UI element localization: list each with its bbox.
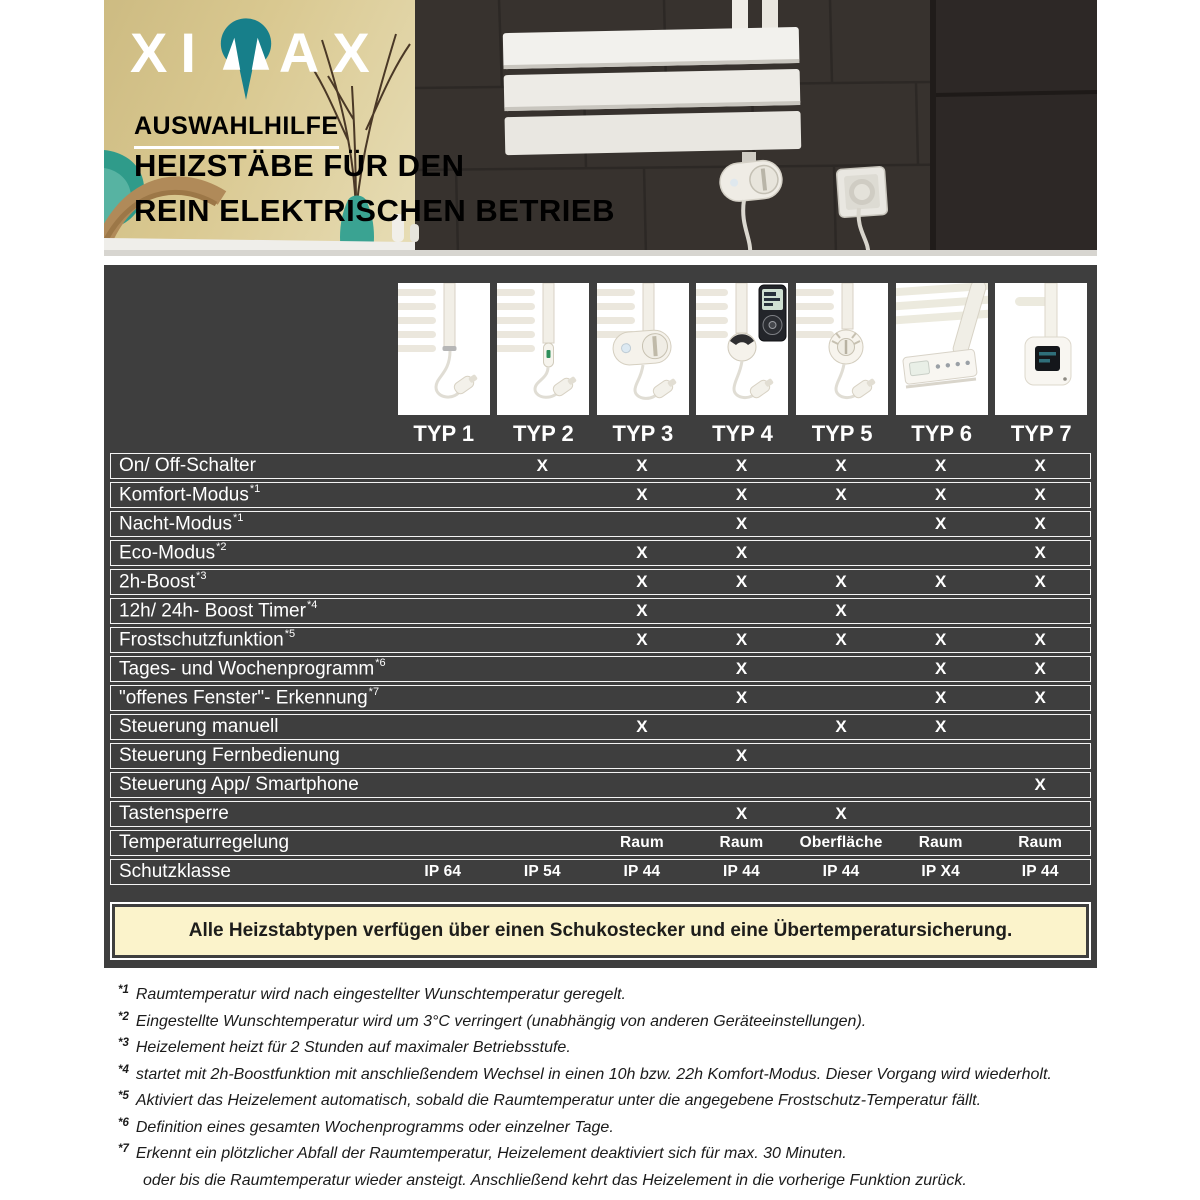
cell-typ-3: Raum <box>619 834 664 851</box>
cell-typ-4: X <box>735 659 748 678</box>
footnote-marker: *2 <box>118 1010 129 1023</box>
cell-typ-5: X <box>835 717 847 736</box>
cell-typ-6: X <box>934 630 947 649</box>
typ-4-product-photo <box>696 283 788 415</box>
table-row <box>110 511 1091 537</box>
table-row <box>110 598 1091 624</box>
typ-7-product-photo <box>995 283 1087 415</box>
cell-typ-5: X <box>835 456 847 475</box>
table-row <box>110 627 1091 653</box>
comparison-table <box>104 265 1097 968</box>
cell-typ-3: X <box>636 543 648 562</box>
footnote-marker: *5 <box>118 1090 129 1102</box>
hero-title-line1: HEIZSTÄBE FÜR DEN <box>134 148 465 183</box>
cell-typ-7: X <box>1034 485 1046 504</box>
footnote-line <box>118 1145 1158 1165</box>
footnote-marker: *4 <box>118 1063 129 1076</box>
footnote-line <box>118 1116 1158 1139</box>
typ-6-product-photo <box>896 283 988 415</box>
cell-typ-6: IP X4 <box>921 863 960 880</box>
footnote-text: Eingestellte Wunschtemperatur wird um 3°C verringert (unabhängig von anderen Geräteeinstellungen). <box>135 1012 867 1030</box>
typ-header-row <box>110 421 1091 447</box>
cell-typ-6: X <box>934 572 947 591</box>
footnote-text: Aktiviert das Heizelement automatisch, sobald die Raumtemperatur unter die angegebene Frostschutz-Temperatur fällt. <box>135 1092 982 1109</box>
row-label: Eco-Modus$^{*2}$ <box>119 540 227 564</box>
table-row <box>110 569 1091 595</box>
product-thumbnails-row <box>110 283 1091 415</box>
cell-typ-7: X <box>1034 572 1046 591</box>
footnote-text: Erkennt ein plötzlicher Abfall der Raumtemperatur, Heizelement deaktiviert sich für max. 30 Minuten. <box>135 1145 847 1162</box>
cell-typ-3: IP 44 <box>623 863 661 880</box>
table-row <box>110 743 1091 769</box>
table-row <box>110 540 1091 566</box>
footnotes <box>118 986 1158 1197</box>
typ-1-header: TYP 1 <box>413 421 475 446</box>
table-row <box>110 859 1091 885</box>
row-label: 12h/ 24h- Boost Timer$^{*4}$ <box>119 598 318 622</box>
typ-5-product-photo <box>796 283 888 415</box>
row-label: Schutzklasse <box>119 861 231 882</box>
typ-3-product-photo <box>597 283 689 415</box>
cell-typ-7: X <box>1034 659 1046 678</box>
cell-typ-5: X <box>835 630 847 649</box>
footnote-text: startet mit 2h-Boostfunktion mit anschließendem Wechsel in einen 10h bzw. 22h Komfort-Modus. Dieser Vorgang wird wiederholt. <box>135 1065 1052 1083</box>
cell-typ-5: IP 44 <box>822 863 860 880</box>
cell-typ-4: X <box>735 688 748 707</box>
cell-typ-4: X <box>735 456 748 475</box>
cell-typ-4: X <box>735 514 748 533</box>
cell-typ-6: X <box>934 688 947 707</box>
row-label: Komfort-Modus$^{*1}$ <box>119 482 261 506</box>
typ-1-product-photo <box>398 283 490 415</box>
cell-typ-6: X <box>934 514 947 533</box>
cell-typ-5: X <box>835 804 847 823</box>
row-label: Steuerung App/ Smartphone <box>119 774 359 795</box>
row-label: "offenes Fenster"- Erkennung$^{*7}$ <box>119 685 380 709</box>
cell-typ-4: X <box>735 485 748 504</box>
cell-typ-7: X <box>1034 514 1046 533</box>
typ-2-header: TYP 2 <box>512 421 574 446</box>
cell-typ-7: X <box>1034 688 1046 707</box>
typ-4-header: TYP 4 <box>712 421 773 446</box>
typ-2-product-photo <box>497 283 589 415</box>
footnote-line-continuation: oder bis die Raumtemperatur wieder ansteigt. Anschließend kehrt das Heizelement in die vorherige Funktion zurück. <box>143 1171 967 1189</box>
cell-typ-5: X <box>835 485 847 504</box>
cell-typ-4: Raum <box>719 834 764 851</box>
row-label: On/ Off-Schalter <box>119 455 256 476</box>
cell-typ-6: X <box>934 659 947 678</box>
table-row <box>110 714 1091 740</box>
ximax-logo-text-left: XI <box>130 21 209 84</box>
row-label: Nacht-Modus$^{*1}$ <box>119 511 244 535</box>
cell-typ-6: X <box>934 717 947 736</box>
footnote-line <box>118 1010 1158 1033</box>
cell-typ-3: X <box>636 717 648 736</box>
typ-6-header: TYP 6 <box>911 421 972 446</box>
cell-typ-6: X <box>934 456 947 475</box>
cell-typ-4: X <box>735 572 748 591</box>
ximax-logo <box>130 18 383 120</box>
cell-typ-3: X <box>636 601 648 620</box>
footnote-marker: *1 <box>233 511 244 524</box>
footnote-marker: *1 <box>118 984 129 996</box>
cell-typ-4: X <box>735 804 748 823</box>
footnote-text: Heizelement heizt für 2 Stunden auf maximaler Betriebsstufe. <box>135 1039 571 1056</box>
cell-typ-7: IP 44 <box>1021 863 1059 880</box>
row-label: Temperaturregelung <box>119 832 290 853</box>
footnote-line <box>118 1092 1158 1112</box>
ximax-logo-text-right: AX <box>278 21 383 84</box>
table-row <box>110 772 1091 798</box>
footnote-marker: *2 <box>216 540 227 553</box>
footnote-marker: *7 <box>368 685 380 698</box>
table-row <box>110 453 1091 479</box>
cell-typ-4: X <box>735 746 748 765</box>
row-label: Steuerung manuell <box>119 716 279 737</box>
note-text: Alle Heizstabtypen verfügen über einen Schukostecker und eine Übertemperatursicherung. <box>115 907 1086 955</box>
cell-typ-7: X <box>1034 543 1046 562</box>
footnote-marker: *3 <box>118 1037 129 1049</box>
row-label: Tages- und Wochenprogramm$^{*6}$ <box>119 656 386 680</box>
cell-typ-6: Raum <box>918 834 963 851</box>
typ-3-header: TYP 3 <box>612 421 674 446</box>
note-banner <box>110 902 1091 960</box>
feature-rows <box>110 453 1091 888</box>
cell-typ-4: IP 44 <box>723 863 760 880</box>
footnote-text: Definition eines gesamten Wochenprogramms oder einzelner Tage. <box>135 1118 614 1136</box>
cell-typ-3: X <box>636 456 648 475</box>
cell-typ-6: X <box>934 485 947 504</box>
row-label: Frostschutzfunktion$^{*5}$ <box>119 627 296 651</box>
cell-typ-5: X <box>835 601 847 620</box>
cell-typ-3: X <box>636 572 648 591</box>
cell-typ-7: X <box>1034 630 1046 649</box>
footnote-text: Raumtemperatur wird nach eingestellter Wunschtemperatur geregelt. <box>135 986 626 1003</box>
hero-banner <box>104 0 1097 256</box>
table-row <box>110 830 1091 856</box>
cell-typ-7: X <box>1034 775 1046 794</box>
footnote-marker: *1 <box>249 482 261 495</box>
cell-typ-7: Raum <box>1018 834 1063 851</box>
cell-typ-4: X <box>735 630 748 649</box>
footnote-line <box>118 986 1158 1006</box>
cell-typ-1: IP 64 <box>424 863 462 880</box>
footnote-line <box>118 1063 1158 1086</box>
cell-typ-4: X <box>735 543 748 562</box>
cell-typ-2: X <box>536 456 549 475</box>
table-row <box>110 482 1091 508</box>
cell-typ-2: IP 54 <box>523 863 561 880</box>
footnote-marker: *3 <box>196 569 207 582</box>
footnote-marker: *6 <box>118 1116 129 1129</box>
footnote-marker: *5 <box>284 627 296 640</box>
table-row <box>110 656 1091 682</box>
typ-7-header: TYP 7 <box>1010 421 1072 446</box>
hero-title-line2: REIN ELEKTRISCHEN BETRIEB <box>134 193 615 228</box>
hero-eyebrow: AUSWAHLHILFE <box>134 112 339 149</box>
footnote-marker: *4 <box>306 598 318 611</box>
table-row <box>110 685 1091 711</box>
footnote-line <box>118 1039 1158 1059</box>
typ-5-header: TYP 5 <box>811 421 873 446</box>
cell-typ-5: Oberfläche <box>799 834 883 851</box>
cell-typ-3: X <box>636 630 648 649</box>
cell-typ-7: X <box>1034 456 1046 475</box>
row-label: Steuerung Fernbedienung <box>119 745 340 766</box>
footnote-marker: *6 <box>375 656 386 669</box>
footnote-marker: *7 <box>118 1143 129 1155</box>
row-label: 2h-Boost$^{*3}$ <box>119 569 207 593</box>
cell-typ-3: X <box>636 485 648 504</box>
cell-typ-5: X <box>835 572 847 591</box>
ximax-logo-m-icon <box>215 18 277 120</box>
table-row <box>110 801 1091 827</box>
row-label: Tastensperre <box>119 803 229 824</box>
